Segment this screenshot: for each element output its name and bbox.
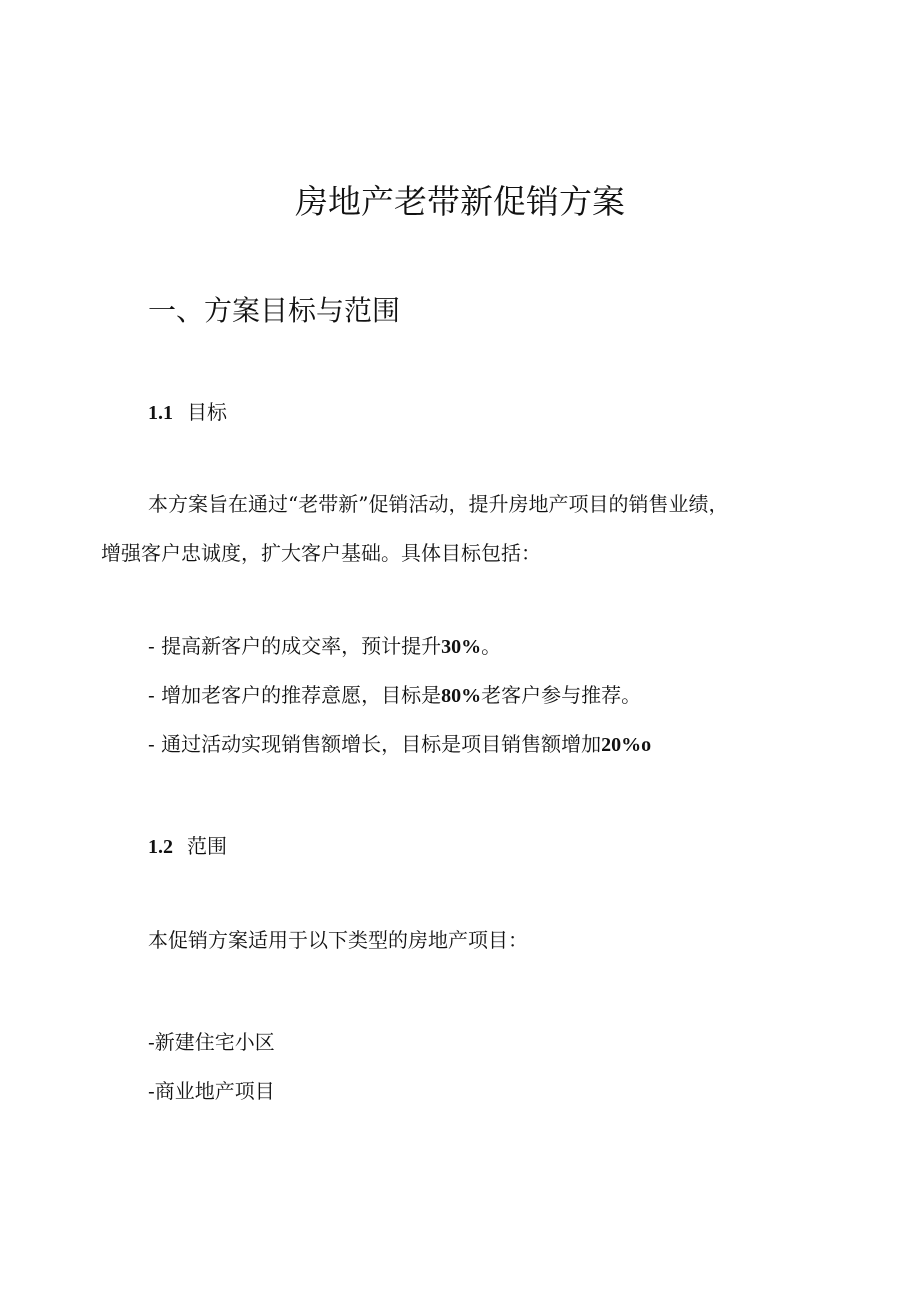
subsection-heading-goals [148,396,227,425]
document-title: 房地产老带新促销方案 [295,182,625,221]
goal-bullet-text: - 通过活动实现销售额增长，目标是项目销售额增加 [148,732,602,756]
subsection-label: 范围 [187,834,227,858]
goals-intro-line-1: 本方案旨在通过“老带新”促销活动，提升房地产项目的销售业绩， [148,492,729,516]
subsection-heading-scope [148,830,227,859]
goal-bullet [148,728,651,757]
goals-intro-line-2: 增强客户忠诚度，扩大客户基础。具体目标包括： [101,541,541,565]
goal-bullet-value: 30% [441,636,482,658]
scope-item: -新建住宅小区 [148,1030,275,1054]
goal-bullet-value: 80% [441,685,482,707]
subsection-label: 目标 [187,400,227,424]
subsection-number: 1.1 [148,402,173,424]
goal-bullet-text: - 增加老客户的推荐意愿，目标是 [148,683,442,707]
goal-bullet-value: 20%o [601,734,652,756]
section-heading-goals-scope: 一、方案目标与范围 [148,294,401,327]
scope-item: -商业地产项目 [148,1079,275,1103]
goal-bullet [148,630,501,659]
goal-bullet-text: - 提高新客户的成交率，预计提升 [148,634,442,658]
scope-intro: 本促销方案适用于以下类型的房地产项目： [148,928,528,952]
goal-bullet [148,679,641,708]
goal-bullet-suffix: 。 [481,634,502,658]
goal-bullet-suffix: 老客户参与推荐。 [481,683,642,707]
subsection-number: 1.2 [148,836,173,858]
